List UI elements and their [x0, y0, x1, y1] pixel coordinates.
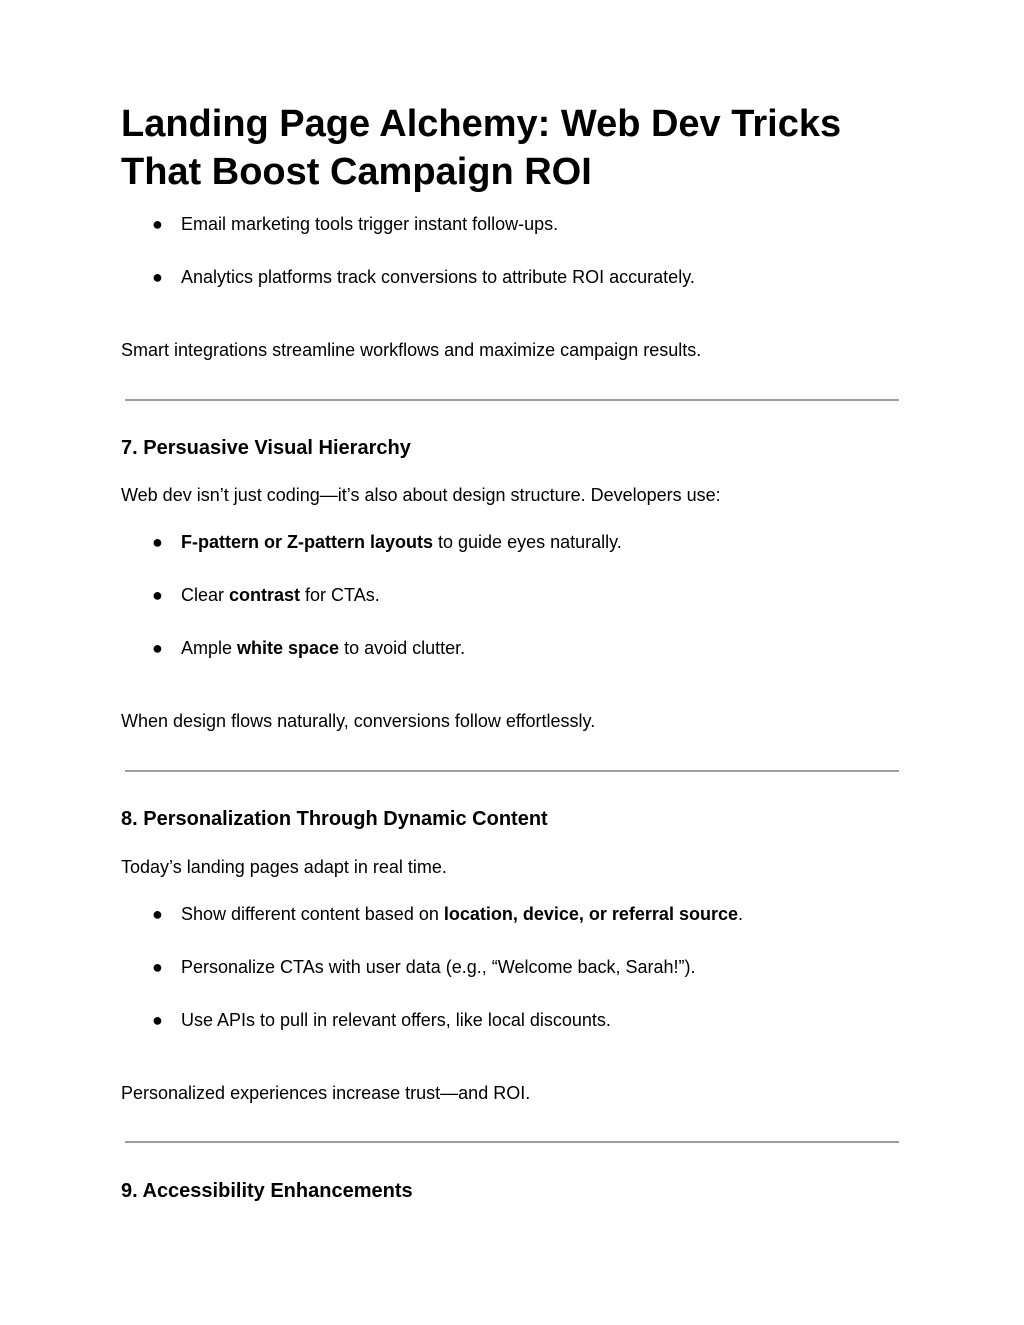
list-item — [152, 903, 743, 925]
bullet-icon: ● — [152, 214, 163, 234]
list-item-text: Clear — [181, 585, 230, 605]
list-item — [152, 1009, 611, 1031]
bold-text: contrast — [229, 585, 301, 605]
list-item-text: Email marketing tools trigger instant follow-ups. — [181, 214, 559, 234]
bold-text: location, device, or referral source — [443, 904, 738, 924]
section8-lead: Today’s landing pages adapt in real time. — [121, 857, 447, 877]
list-item — [152, 213, 558, 235]
bullet-icon: ● — [152, 904, 163, 924]
list-item-text: Personalize CTAs with user data (e.g., “Welcome back, Sarah!”). — [181, 957, 696, 977]
list-item-text: Ample — [181, 638, 238, 658]
section8-closing: Personalized experiences increase trust—and ROI. — [121, 1083, 531, 1103]
list-item — [152, 531, 622, 553]
bullet-icon: ● — [152, 638, 163, 658]
list-item-text: Analytics platforms track conversions to attribute ROI accurately. — [181, 267, 695, 287]
bullet-icon: ● — [152, 532, 163, 552]
list-item-text: Use APIs to pull in relevant offers, like local discounts. — [181, 1010, 611, 1030]
section7-lead: Web dev isn’t just coding—it’s also about design structure. Developers use: — [121, 485, 721, 505]
section-heading-8: 8. Personalization Through Dynamic Content — [121, 808, 548, 830]
section-divider — [125, 1141, 899, 1143]
list-item-text: to avoid clutter. — [339, 638, 466, 658]
list-item — [152, 266, 695, 288]
list-item — [152, 956, 696, 978]
intro-closing: Smart integrations streamline workflows and maximize campaign results. — [121, 340, 702, 360]
bullet-icon: ● — [152, 585, 163, 605]
document-title: Landing Page Alchemy: Web Dev Tricks That Boost Campaign ROI — [121, 103, 842, 193]
section-divider — [125, 399, 899, 401]
bold-text: F-pattern or Z-pattern layouts — [181, 532, 434, 552]
list-item — [152, 584, 380, 606]
bullet-icon: ● — [152, 1010, 163, 1030]
section-heading-9: 9. Accessibility Enhancements — [121, 1180, 413, 1202]
list-item — [152, 637, 465, 659]
section-heading-7: 7. Persuasive Visual Hierarchy — [121, 437, 411, 459]
list-item-text: . — [737, 904, 743, 924]
list-item-text: to guide eyes naturally. — [433, 532, 622, 552]
bold-text: white space — [237, 638, 340, 658]
section7-closing: When design flows naturally, conversions follow effortlessly. — [121, 711, 596, 731]
bullet-icon: ● — [152, 957, 163, 977]
list-item-text: for CTAs. — [300, 585, 380, 605]
bullet-icon: ● — [152, 267, 163, 287]
list-item-text: Show different content based on — [181, 904, 444, 924]
section-divider — [125, 770, 899, 772]
